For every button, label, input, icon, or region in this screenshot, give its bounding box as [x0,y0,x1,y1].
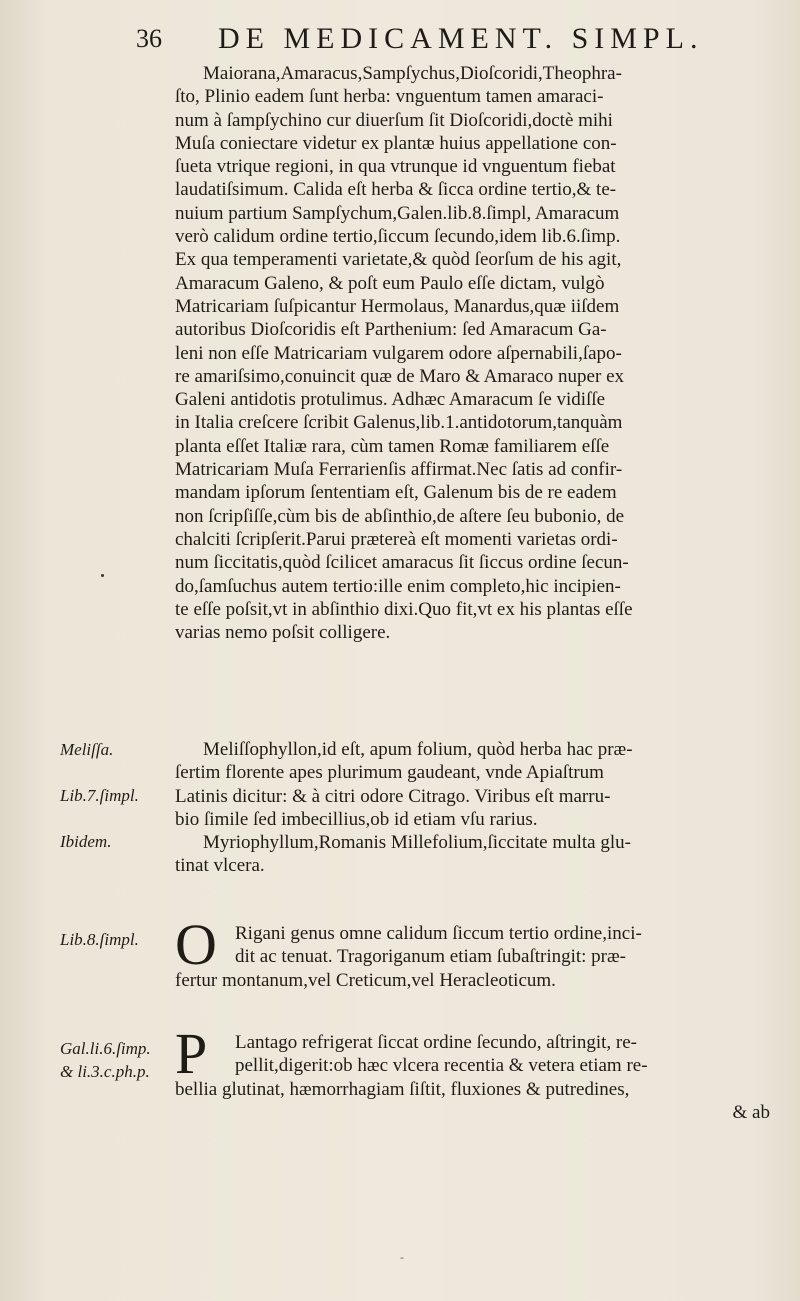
text-line: num ſiccitatis,quòd ſcilicet amaracus ſit ſiccus ordine ſecun- [175,552,629,574]
text-line: ſto, Plinio eadem ſunt herba: vnguentum tamen amaraci- [175,86,604,108]
paragraph-maiorana [175,62,770,644]
text-line: bellia glutinat, hæmorrhagiam ſiſtit, fluxiones & putredines, [175,1078,630,1100]
text-line: Ex qua temperamenti varietate,& quòd ſeorſum de his agit, [175,249,622,271]
bottom-mark: - [400,1250,404,1264]
margin-note: Ibidem. [60,832,112,851]
text-line: Galeni antidotis protulimus. Adhæc Amaracum ſe vidiſſe [175,389,606,411]
text-line: mandam ipſorum ſententiam eſt, Galenum bis de re eadem [175,482,617,504]
text-line: chalciti ſcripſerit.Parui prætereà eſt momenti varietas ordi- [175,528,618,550]
text-line: re amariſsimo,conuincit quæ de Maro & Amaraco nuper ex [175,365,625,387]
margin-note: Meliſſa. [60,740,114,759]
dropcap-o: O [175,912,217,977]
text-line: tinat vlcera. [175,855,265,877]
text-line: Amaracum Galeno, & poſt eum Paulo eſſe dictam, vulgò [175,272,605,294]
text-line: Muſa coniectare videtur ex plantæ huius appellatione con- [175,132,617,154]
page-number: 36 [136,24,162,53]
running-head: DE MEDICAMENT. SIMPL. [218,22,704,55]
margin-note: Gal.li.6.ſimp. [60,1039,151,1058]
text-line: Lantago refrigerat ſiccat ordine ſecundo, aſtringit, re- [235,1032,637,1053]
text-line: in Italia creſcere ſcribit Galenus,lib.1.antidotorum,tanquàm [175,412,623,434]
text-line: ſertim florente apes plurimum gaudeant, vnde Apiaſtrum [175,762,604,784]
text-line: varias nemo poſsit colligere. [175,622,391,644]
text-line: do,ſamſuchus autem tertio:ille enim completo,hic incipien- [175,575,621,597]
text-line: Meliſſophyllon,id eſt, apum folium, quòd herba hac præ- [203,739,633,760]
text-line: num à ſampſychino cur diuerſum ſit Dioſcoridi,doctè mihi [175,109,613,131]
catchword: & ab [732,1101,770,1123]
text-line: ſueta vtrique regioni, in qua vtrunque id vnguentum fiebat [175,156,616,178]
text-line: non ſcripſiſſe,cùm bis de abſinthio,de aſtere ſeu bubonio, de [175,505,625,527]
text-line: Matricariam Muſa Ferrarienſis affirmat.Nec ſatis ad confir- [175,459,623,481]
text-line: Latinis dicitur: & à citri odore Citrago. Viribus eſt marru- [175,785,611,807]
text-line: Matricariam ſuſpicantur Hermolaus, Manardus,quæ iiſdem [175,295,620,317]
paragraph-plantago [175,1021,770,1124]
text-line: verò calidum ordine tertio,ſiccum ſecundo,idem lib.6.ſimp. [175,226,621,248]
text-line: planta eſſet Italiæ rara, cùm tamen Romæ familiarem eſſe [175,435,610,457]
text-line: te eſſe poſsit,vt in abſinthio dixi.Quo fit,vt ex his plantas eſſe [175,598,633,620]
text-line: pellit,digerit:ob hæc vlcera recentia & vetera etiam re- [235,1055,648,1077]
ink-speck [101,574,104,577]
paragraph-melissa [175,738,770,878]
text-line: bio ſimile ſed imbecillius,ob id etiam vſu rarius. [175,808,538,830]
margin-note: & li.3.c.ph.p. [60,1062,150,1081]
margin-note: Lib.7.ſimpl. [60,786,139,805]
text-line: laudatiſsimum. Calida eſt herba & ſicca ordine tertio,& te- [175,179,617,201]
text-line: fertur montanum,vel Creticum,vel Heracleoticum. [175,969,556,991]
text-line: leni non eſſe Matricariam vulgarem odore aſpernabili,ſapo- [175,342,622,364]
page-header [0,18,800,58]
text-line: autoribus Dioſcoridis eſt Parthenium: ſed Amaracum Ga- [175,319,607,341]
text-line: dit ac tenuat. Tragoriganum etiam ſubaſtringit: præ- [235,946,627,968]
paragraph-origanum [175,912,770,992]
margin-note: Lib.8.ſimpl. [60,930,139,949]
text-line: Myriophyllum,Romanis Millefolium,ſiccitate multa glu- [203,832,631,854]
text-line: nuium partium Sampſychum,Galen.lib.8.ſimpl, Amaracum [175,202,620,224]
text-line: Maiorana,Amaracus,Sampſychus,Dioſcoridi,Theophra- [203,63,622,84]
text-line: Rigani genus omne calidum ſiccum tertio ordine,inci- [235,923,642,944]
dropcap-p: P [175,1021,208,1086]
